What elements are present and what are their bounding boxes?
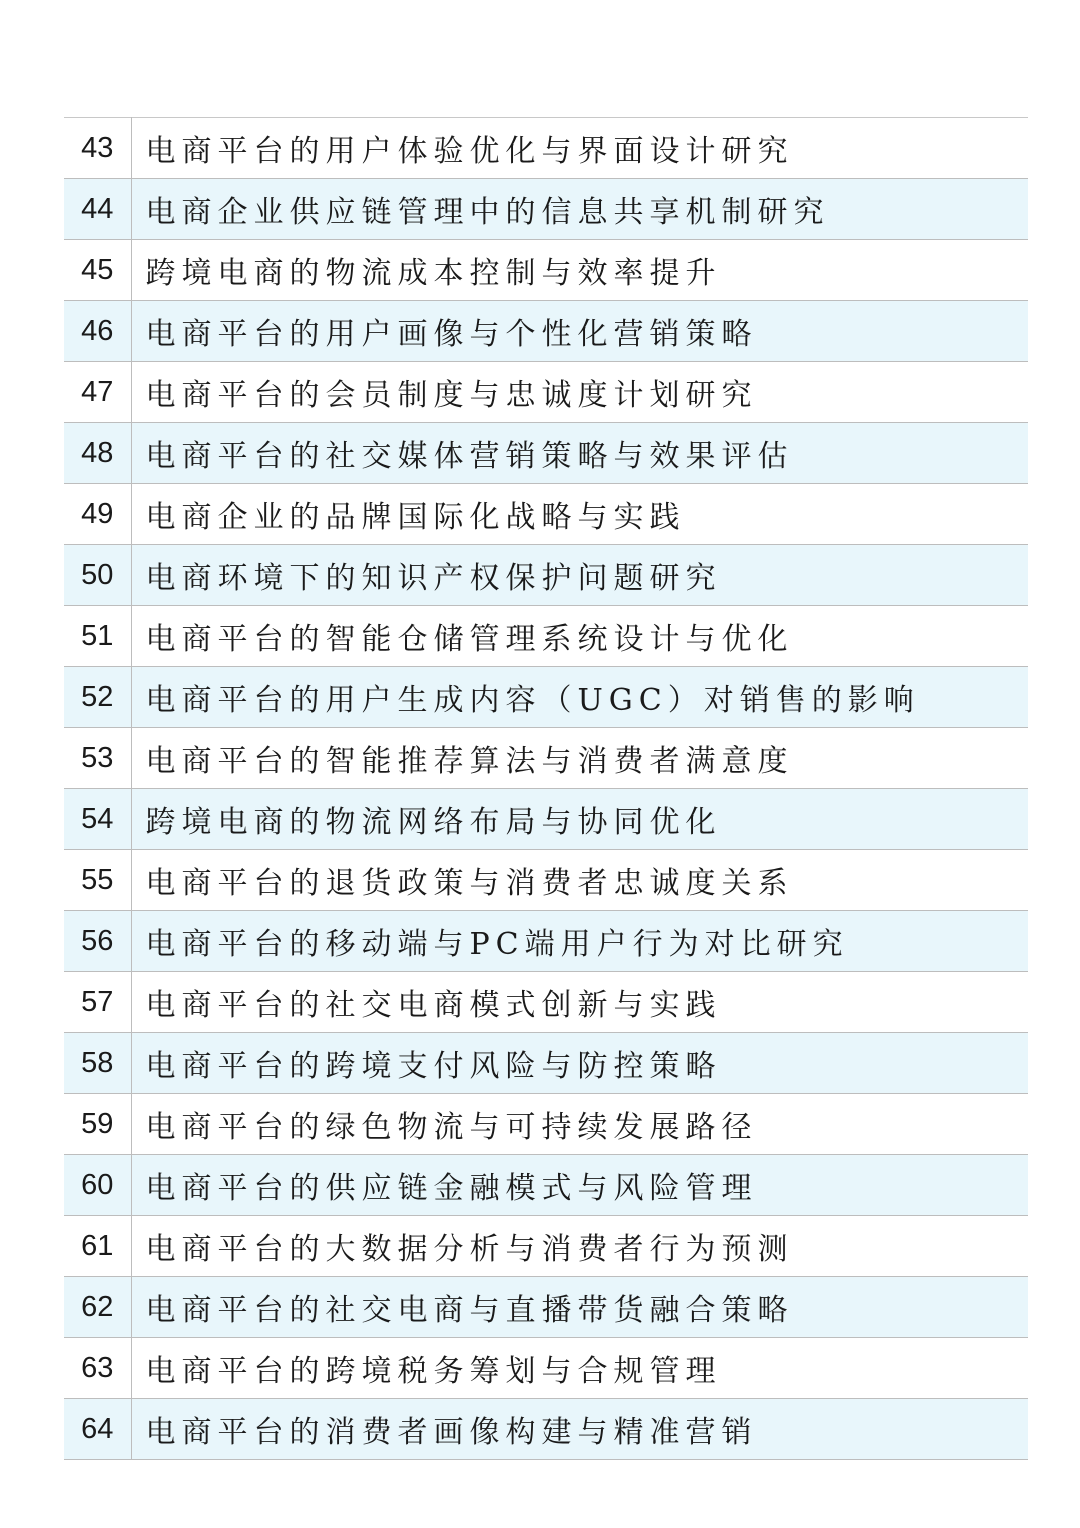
row-number: 43 (64, 118, 131, 179)
row-number: 61 (64, 1216, 131, 1277)
row-title: 电商企业的品牌国际化战略与实践 (131, 484, 1028, 545)
row-title: 电商平台的智能推荐算法与消费者满意度 (131, 728, 1028, 789)
row-title: 电商平台的用户体验优化与界面设计研究 (131, 118, 1028, 179)
row-number: 44 (64, 179, 131, 240)
row-title: 电商平台的社交电商模式创新与实践 (131, 972, 1028, 1033)
row-title: 电商平台的移动端与PC端用户行为对比研究 (131, 911, 1028, 972)
row-number: 54 (64, 789, 131, 850)
row-title: 电商平台的退货政策与消费者忠诚度关系 (131, 850, 1028, 911)
table-row (64, 1094, 1028, 1155)
row-title: 电商平台的社交电商与直播带货融合策略 (131, 1277, 1028, 1338)
table-row (64, 179, 1028, 240)
table-row (64, 362, 1028, 423)
table-row (64, 667, 1028, 728)
table-row (64, 850, 1028, 911)
topic-table (64, 117, 1028, 1460)
table-row (64, 1216, 1028, 1277)
row-title: 跨境电商的物流网络布局与协同优化 (131, 789, 1028, 850)
row-number: 45 (64, 240, 131, 301)
row-title: 跨境电商的物流成本控制与效率提升 (131, 240, 1028, 301)
topic-table-body (64, 118, 1028, 1460)
row-number: 62 (64, 1277, 131, 1338)
row-number: 48 (64, 423, 131, 484)
row-number: 50 (64, 545, 131, 606)
table-row (64, 606, 1028, 667)
table-row (64, 484, 1028, 545)
row-title: 电商平台的会员制度与忠诚度计划研究 (131, 362, 1028, 423)
table-row (64, 423, 1028, 484)
table-row (64, 1033, 1028, 1094)
row-title: 电商平台的绿色物流与可持续发展路径 (131, 1094, 1028, 1155)
row-number: 47 (64, 362, 131, 423)
table-row (64, 240, 1028, 301)
row-title: 电商企业供应链管理中的信息共享机制研究 (131, 179, 1028, 240)
table-row (64, 728, 1028, 789)
row-number: 49 (64, 484, 131, 545)
table-row (64, 118, 1028, 179)
table-row (64, 301, 1028, 362)
row-number: 52 (64, 667, 131, 728)
row-number: 56 (64, 911, 131, 972)
table-row (64, 1277, 1028, 1338)
row-number: 57 (64, 972, 131, 1033)
table-row (64, 972, 1028, 1033)
row-title: 电商平台的用户生成内容（UGC）对销售的影响 (131, 667, 1028, 728)
row-title: 电商平台的消费者画像构建与精准营销 (131, 1399, 1028, 1460)
table-row (64, 545, 1028, 606)
row-number: 60 (64, 1155, 131, 1216)
row-number: 63 (64, 1338, 131, 1399)
table-row (64, 1155, 1028, 1216)
row-number: 55 (64, 850, 131, 911)
row-title: 电商平台的跨境支付风险与防控策略 (131, 1033, 1028, 1094)
row-number: 53 (64, 728, 131, 789)
row-number: 64 (64, 1399, 131, 1460)
table-row (64, 911, 1028, 972)
row-title: 电商平台的用户画像与个性化营销策略 (131, 301, 1028, 362)
row-number: 51 (64, 606, 131, 667)
row-number: 58 (64, 1033, 131, 1094)
row-title: 电商环境下的知识产权保护问题研究 (131, 545, 1028, 606)
row-title: 电商平台的大数据分析与消费者行为预测 (131, 1216, 1028, 1277)
row-title: 电商平台的供应链金融模式与风险管理 (131, 1155, 1028, 1216)
table-row (64, 789, 1028, 850)
row-title: 电商平台的社交媒体营销策略与效果评估 (131, 423, 1028, 484)
row-number: 59 (64, 1094, 131, 1155)
table-row (64, 1338, 1028, 1399)
row-title: 电商平台的跨境税务筹划与合规管理 (131, 1338, 1028, 1399)
table-row (64, 1399, 1028, 1460)
row-number: 46 (64, 301, 131, 362)
row-title: 电商平台的智能仓储管理系统设计与优化 (131, 606, 1028, 667)
